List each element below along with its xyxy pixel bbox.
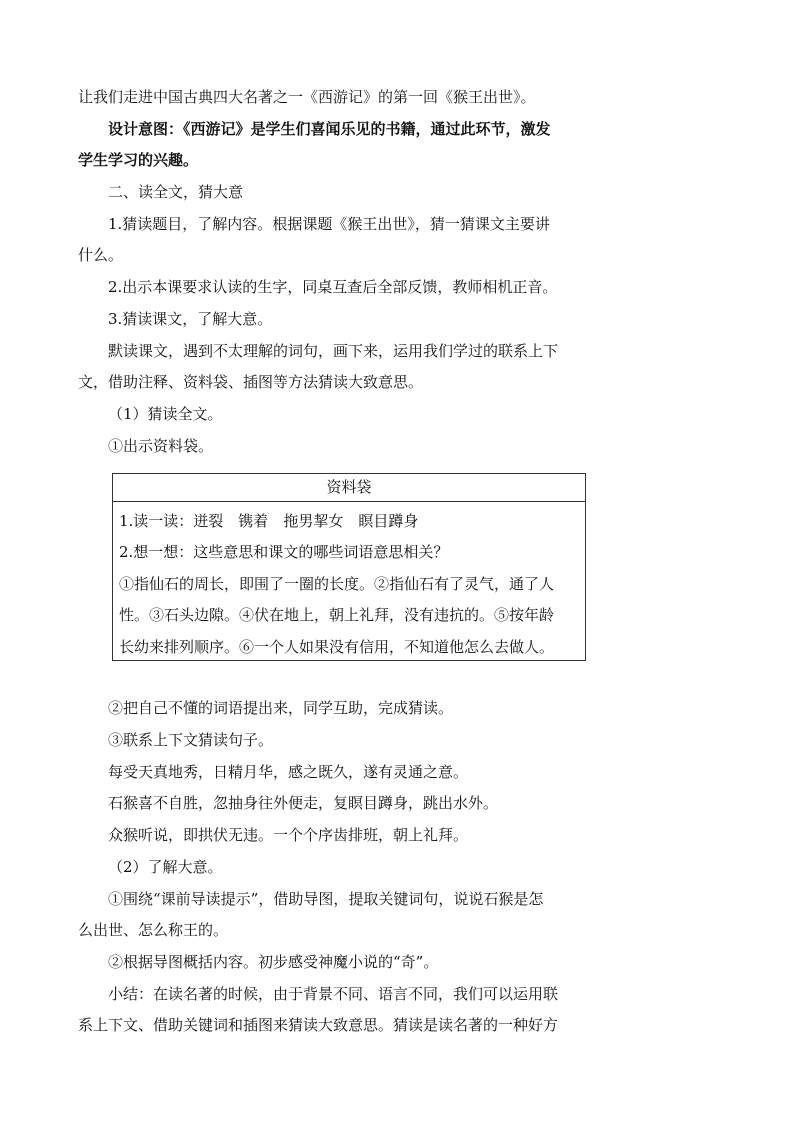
- paragraph-line: ②把自己不懂的词语提出来，同学互助，完成猜读。: [108, 699, 454, 717]
- paragraph-line: ②根据导图概括内容。初步感受神魔小说的“奇”。: [108, 953, 439, 971]
- design-intent-line: 设计意图：《西游记》是学生们喜闻乐见的书籍，通过此环节，激发: [108, 120, 551, 138]
- paragraph-line: 让我们走进中国古典四大名著之一《西游记》的第一回《猴王出世》。: [78, 88, 536, 106]
- paragraph-line: 石猴喜不自胜，忽抽身往外便走，复瞑目蹲身，跳出水外。: [108, 794, 499, 812]
- paragraph-line: 默读课文，遇到不太理解的词句，画下来，运用我们学过的联系上下: [108, 342, 559, 360]
- summary-line: 小结：在读名著的时候，由于背景不同、语言不同，我们可以运用联: [108, 985, 559, 1003]
- info-box-line: 长幼来排列顺序。⑥一个人如果没有信用，不知道他怎么去做人。: [119, 638, 555, 656]
- info-box-line: 1.读一读：迸裂 镌着 拖男挈女 瞑目蹲身: [119, 512, 419, 530]
- info-box-line: 2.想一想：这些意思和课文的哪些词语意思相关？: [119, 543, 449, 561]
- summary-line: 系上下文、借助关键词和插图来猜读大致意思。猜读是读名著的一种好方: [78, 1016, 559, 1034]
- paragraph-line: 么出世、怎么称王的。: [78, 921, 229, 939]
- paragraph-line: 3.猜读课文，了解大意。: [108, 310, 273, 328]
- info-box: [112, 473, 586, 661]
- paragraph-line: （2）了解大意。: [108, 858, 223, 876]
- paragraph-line: 2.出示本课要求认读的生字，同桌互查后全部反馈，教师相机正音。: [108, 278, 558, 296]
- paragraph-line: ①出示资料袋。: [108, 437, 214, 455]
- paragraph-line: 文，借助注释、资料袋、插图等方法猜读大致意思。: [78, 373, 424, 391]
- info-box-line: 性。③石头边隙。④伏在地上，朝上礼拜，没有违抗的。⑤按年龄: [119, 606, 555, 624]
- paragraph-line: 什么。: [78, 246, 124, 264]
- info-box-title: 资料袋: [113, 474, 585, 502]
- paragraph-line: ③联系上下文猜读句子。: [108, 731, 274, 749]
- paragraph-line: 每受天真地秀，日精月华，感之既久，遂有灵通之意。: [108, 763, 469, 781]
- info-box-line: ①指仙石的周长，即围了一圈的长度。②指仙石有了灵气，通了人: [119, 575, 555, 593]
- paragraph-line: （1）猜读全文。: [108, 405, 223, 423]
- section-heading: 二、读全文，猜大意: [108, 183, 244, 201]
- paragraph-line: ①围绕“课前导读提示”，借助导图，提取关键词句，说说石猴是怎: [108, 890, 544, 908]
- design-intent-line: 学生学习的兴趣。: [78, 151, 199, 169]
- paragraph-line: 1.猜读题目，了解内容。根据课题《猴王出世》，猜一猜课文主要讲: [108, 215, 550, 233]
- paragraph-line: 众猴听说，即拱伏无违。一个个序齿排班，朝上礼拜。: [108, 826, 469, 844]
